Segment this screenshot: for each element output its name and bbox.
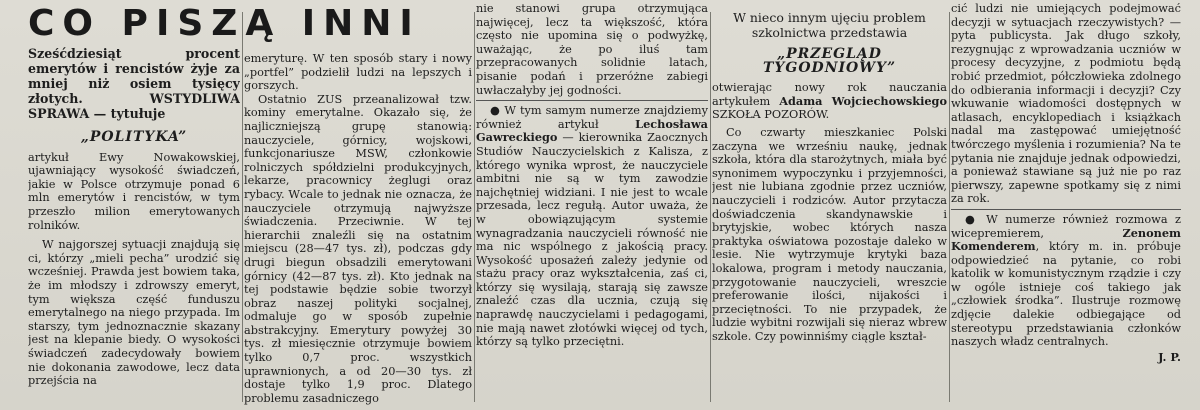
source-title: „PRZEGLĄD TYGODNIOWY” [762, 46, 896, 76]
article-paragraph: artykuł Ewy Nowakowskiej, ujawniający wysokość świadczeń, jakie w Polsce otrzymuje ponad 6 mln emerytów i rencistów, w tym przeszło milion emerytowanych rolników. [28, 150, 240, 232]
bullet-icon: ● [490, 103, 501, 118]
author-name: Lechosława Gawreckiego [476, 116, 708, 145]
article-paragraph: Ostatnio ZUS przeanalizował tzw. kominy emerytalne. Okazało się, że najliczniejszą grupę stanowią: nauczyciele, górnicy, wojskowi, funkcjonariusze MSW, członkowie rolniczych spółdzielni produkcyjnych, lekarze, pracownicy żeglugi oraz rybacy. Wcale to jednak nie oznacza, że nauczyciele otrzymują najwyższe świadczenia. Przeciwnie. W tej hierarchii znaleźli się na ostatnim miejscu (28—47 tys. zł), podczas gdy drugi biegun obsadzili emerytowani górnicy (42—87 tys. zł). Kto jednak na tej podstawie będzie sobie tworzył obraz naszej polityki socjalnej, odmaluje go w sposób zupełnie abstrakcyjny. Emerytury powyżej 30 tys. zł miesięcznie otrzymuje bowiem tylko 0,7 proc. wszystkich uprawnionych, a od 20—30 tys. zł dostaje tylko 1,9 proc. Dlatego problemu zasadniczego [244, 92, 472, 405]
article-paragraph: W najgorszej sytuacji znajdują się ci, którzy „mieli pecha” urodzić się wcześniej. Prawda jest bowiem taka, że im młodszy i zdrowszy emeryt, tym większa część funduszu emerytalnego na niego przypada. Im starszy, tym jednoznacznie skazany jest na klepanie biedy. O wysokości świadczeń zadecydowały bowiem nie dokonania zawodowe, lecz data przejścia na [28, 238, 240, 388]
masthead-title: CO PISZĄ INNI [28, 3, 421, 44]
article-paragraph: ● W numerze również rozmowa z wicepremierem, Zenonem Komenderem, który m. in. próbuje odpowiedzieć na pytanie, co robi katolik w komunistycznym rządzie i czy w ogóle istnieje coś takiego jak „człowiek środka”. Ilustruje rozmowę zdjęcie dalekie odbiegające od stereotypu przedstawiania członków naszych władz centralnych. [951, 211, 1181, 349]
author-name: Zenonem Komenderem [951, 225, 1181, 254]
bullet-icon: ● [965, 211, 979, 226]
article-paragraph: ● W tym samym numerze znajdziemy również artykuł Lechosława Gawreckiego — kierownika Zaocznych Studiów Nauczycielskich z Kalisza, z którego wynika wprost, że nauczyciele ambitni nie są w tym zawodzie najchętniej widziani. I nie jest to wcale przesada, lecz regułą. Autor uważa, że w obowiązującym systemie wynagradzania nauczycieli równość nie ma nic wspólnego z jakością pracy. Wysokość uposażeń zależy jedynie od stażu pracy oraz wykształcenia, zaś ci, którzy się wysilają, starają się zawsze znaleźć czas dla ucznia, czują się naprawdę nauczycielami i pedagogami, nie mają nawet złotówki więcej od tych, którzy są tylko przeciętni. [476, 103, 708, 349]
author-name: Adama Wojciechowskiego [779, 93, 947, 108]
column-divider [710, 12, 711, 402]
article-paragraph: cić ludzi nie umiejących podejmować decyzji w sytuacjach rzeczywistych? — pyta publicysta. Jak długo szkoły, rezygnując z wprowadzania uczniów w procesy decyzyjne, z podmiotu będą robić przedmiot, półczłowieka zdolnego do odbierania informacji i decyzji? Czy wkuwanie wiadomości dostępnych w atlasach, encyklopediach i książkach nadal ma zastępować umiejętność twórczego myślenia i rozumienia? Na te pytania nie znajduje jednak odpowiedzi, a ponieważ stawiane są już nie po raz pierwszy, zapewne spotkamy się z nimi za rok. [951, 2, 1181, 206]
article-paragraph: emeryturę. W ten sposób stary i nowy „portfel” podzielił ludzi na lepszych i gorszych. [244, 52, 472, 93]
section-rule [951, 209, 1181, 210]
column-4 [712, 10, 947, 410]
lead-paragraph: W nieco innym ujęciu problem szkolnictwa przedstawia [733, 10, 926, 40]
article-paragraph: Co czwarty mieszkaniec Polski zaczyna we wrześniu naukę, jednak szkoła, która dla starożytnych, miała być synonimem wypoczynku i przyjemności, jest nie lubiana zgodnie przez uczniów, nauczycieli i rodziców. Autor przytacza doświadczenia skandynawskie i brytyjskie, wobec których nasza praktyka oświatowa pozostaje daleko w lesie. Nie wytrzymuje krytyki baza lokalowa, program i metody nauczania, przygotowanie nauczycieli, wreszcie preferowanie ilości, nijakości i przeciętności. To nie przypadek, że ludzie wybitni rozwijali się nieraz wbrew szkole. Czy powinniśmy ciągle kształ- [712, 125, 947, 343]
source-title: „POLITYKA” [80, 129, 188, 145]
article-paragraph: nie stanowi grupa otrzymująca najwięcej, lecz ta większość, która często nie upomina się o podwyżkę, uważając, że po iluś tam przepracowanych solidnie latach, pisanie podań i przeróżne zabiegi uwłaczałyby jej godności. [476, 2, 708, 97]
signature: J. P. [1158, 349, 1181, 364]
column-2 [244, 52, 472, 410]
section-rule [476, 100, 708, 101]
column-3 [476, 2, 708, 410]
lead-paragraph: Sześćdziesiąt procent emerytów i rencistów żyje za mniej niż osiem tysięcy złotych. WSTYDLIWA SPRAWA — tytułuje [28, 46, 240, 121]
column-5 [951, 2, 1181, 410]
article-paragraph: otwierając nowy rok nauczania artykułem Adama Wojciechowskiego SZKOŁA POZORÓW. [712, 81, 947, 122]
column-divider [242, 12, 243, 402]
column-divider [474, 12, 475, 402]
column-1 [28, 46, 240, 410]
column-divider [949, 12, 950, 402]
